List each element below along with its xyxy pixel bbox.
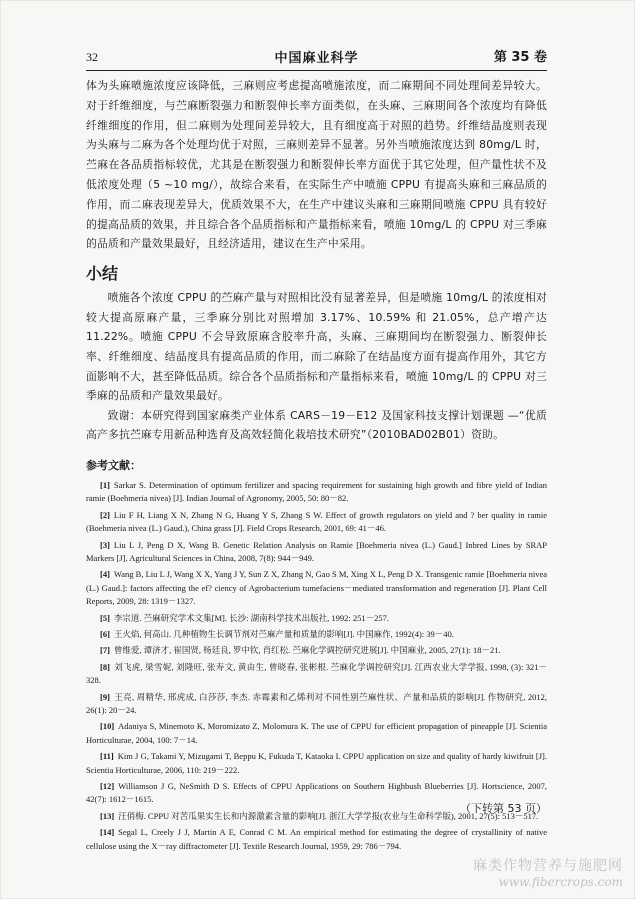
reference-number: [8] — [100, 661, 110, 672]
conclusion-heading: 小结 — [86, 264, 119, 284]
reference-number: [11] — [100, 751, 114, 762]
reference-list — [86, 479, 547, 853]
reference-number: [12] — [100, 781, 115, 792]
reference-number: [10] — [100, 721, 115, 732]
conclusion-paragraph: 喷施各个浓度 CPPU 的苎麻产量与对照相比没有显著差异，但是喷施 10mg/L 的浓度相对较大提高原麻产量，三季麻分别比对照增加 3.17%、10.59% 和 21.05%，总产增产达 11.22%。喷施 CPPU 不会导致原麻含胶率升高，头麻、三麻期间均在断裂强力、断裂伸长率、纤维细度、结晶度具有提高品质的作用，而二麻除了在结晶度方面有提高作用外，其它方面影响不大，甚至降低品质。综合各个品质指标和产量指标来看，喷施 10mg/L 的 CPPU 对三季麻的品质和产量效果最好。 — [86, 291, 547, 403]
reference-text: 刘飞虎, 梁雪妮, 刘隆旺, 张寿文, 黄由生, 曾晓春, 张彬根. 苎麻化学调控研究[J]. 江西农业大学学报, 1998, (3): 321－328. — [86, 661, 547, 686]
reference-text: 王亮, 周精华, 邢虎成, 白莎莎, 李杰. 赤霉素和乙烯利对不同性别苎麻性状、产量和品质的影响[J]. 作物研究, 2012, 26(1): 20－24. — [86, 691, 547, 716]
site-watermark — [473, 855, 623, 889]
reference-text: Liu L J, Peng D X, Wang B. Genetic Relation Analysis on Ramie [Boehmeria nivea (L.) Gaud.] Inbred Lines by SRAP Markers [J]. Agricultural Sciences in China, 2008, 7(8): 944－949. — [86, 539, 547, 563]
continuation-note: （下转第 53 页） — [460, 802, 547, 815]
reference-text: Segal L, Creely J J, Martin A E, Conrad C M. An empirical method for estimating the degree of crystallinity of native cellulose using the X－ray diffractometer [J]. Textile Research Journal, 1959, 29: 786－794. — [86, 827, 547, 851]
reference-number: [7] — [100, 645, 110, 656]
reference-item — [86, 644, 547, 657]
page-header — [86, 40, 547, 71]
references-heading: 参考文献： — [86, 458, 141, 472]
reference-number: [1] — [100, 479, 110, 490]
reference-item — [86, 826, 547, 853]
reference-number: [9] — [100, 691, 110, 702]
reference-item — [86, 568, 547, 608]
reference-item — [86, 720, 547, 747]
reference-item — [86, 750, 547, 777]
reference-item — [86, 661, 547, 688]
reference-item — [86, 628, 547, 641]
page-number: 32 — [86, 50, 98, 64]
reference-number: [13] — [100, 810, 115, 821]
volume-label: 第 35 卷 — [493, 50, 547, 65]
reference-text: 王火焰, 何高山. 几种植物生长调节剂对苎麻产量和质量的影响[J]. 中国麻作, 1992(4): 39－40. — [113, 628, 454, 639]
reference-text: 曾维爱, 谭济才, 崔国贤, 杨廷良, 罗中钦, 肖红松. 苎麻化学调控研究进展[J]. 中国麻业, 2005, 27(1): 18－21. — [113, 645, 501, 656]
reference-number: [4] — [100, 569, 110, 580]
reference-item — [86, 691, 547, 718]
watermark-chinese: 麻类作物营养与施肥网 — [473, 858, 623, 874]
reference-text: Kim J G, Takami Y, Mizugami T, Beppu K, Fukuda T, Kataoka I. CPPU application on size and quality of hardy kiwifruit [J]. Scientia Horticulturae, 2006, 110: 219－222. — [86, 751, 547, 775]
reference-text: Sarkar S. Determination of optimum fertilizer and spacing requirement for sustaining high growth and fibre yield of Indian ramie (Boehmeria nivea) [J]. Indian Journal of Agronomy, 2005, 50: 80－82. — [86, 479, 547, 504]
reference-item — [86, 479, 547, 506]
reference-item — [86, 509, 547, 536]
page-content — [86, 76, 547, 856]
reference-text: Adaniya S, Minemoto K, Moromizato Z, Molomura K. The use of CPPU for efficient propagation of pineapple [J]. Scientia Horticulturae, 2004, 100: 7－14. — [86, 721, 547, 745]
reference-item — [86, 612, 547, 625]
reference-text: 李宗道. 苎麻研究学术文集[M]. 长沙: 湖南科学技术出版社, 1992: 251－257. — [113, 612, 389, 623]
acknowledgement-paragraph: 致谢：本研究得到国家麻类产业体系 CARS－19－E12 及国家科技支撑计划课题 —“优质高产多抗苎麻专用新品种选育及高效轻简化栽培技术研究”（2010BAD02B01）资助。 — [86, 408, 547, 442]
reference-number: [3] — [100, 539, 110, 550]
conclusion-section — [86, 288, 547, 445]
reference-number: [2] — [100, 509, 110, 520]
reference-number: [14] — [100, 827, 115, 838]
journal-title: 中国麻业科学 — [274, 51, 359, 66]
reference-text: Liu F H, Liang X N, Zhang N G, Huang Y S, Zhang S W. Effect of growth regulators on yield and ? ber quality in ramie (Boehmeria nivea (L.) Gaud.), China grass [J]. Field Crops Research, 2001, 69: 41－46. — [86, 509, 547, 534]
reference-number: [5] — [100, 612, 110, 623]
reference-number: [6] — [100, 628, 110, 639]
discussion-paragraph: 体为头麻喷施浓度应该降低，三麻则应考虑提高喷施浓度，而二麻期间不同处理间差异较大。对于纤维细度，与苎麻断裂强力和断裂伸长率方面类似，在头麻、三麻期间各个浓度均有降低纤维细度的作用，但二麻则为处理间差异较大，且有细度高于对照的趋势。纤维结晶度则表现为头麻与二麻为各个处理均优于对照，三麻则差异不显著。另外当喷施浓度达到 80mg/L 时，苎麻在各品质指标较优，尤其是在断裂强力和断裂伸长率方面优于其它处理，但产量性状不及低浓度处理（5 ~10 mg/），故综合来看，在实际生产中喷施 CPPU 有提高头麻和三麻品质的作用，而二麻表现差异大，优质效果不大，在生产中建议头麻和三麻期间喷施 CPPU 具有较好的提高品质的效果，并且综合各个品质指标和产量指标来看，喷施 10mg/L 的 CPPU 对三季麻的品质和产量效果最好，且经济适用，建议在生产中采用。 — [86, 79, 547, 251]
watermark-url: www.fibercrops.com — [498, 875, 623, 889]
discussion-section — [86, 76, 547, 254]
reference-text: 汪俏梅. CPPU 对苦瓜果实生长和内源激素含量的影响[J]. 浙江大学学报(农业与生命科学版), 2001, 27(5): 513－517. — [118, 810, 539, 821]
reference-text: Williamson J G, NeSmith D S. Effects of CPPU Applications on Southern Highbush Blueberries [J]. Hortscience, 2007, 42(7): 1612－1615. — [86, 781, 547, 805]
reference-text: Wang B, Liu L J, Wang X X, Yang J Y, Sun Z X, Zhang N, Gao S M, Xing X L, Peng D X. Transgenic ramie [Boehmeria nivea (L.) Gaud.]: factors affecting the ef? ciency of Agrobacterium tumefaciens－mediated transformation and regeneration [J]. Plant Cell Reports, 2009, 28: 1319－1327. — [86, 569, 547, 607]
reference-item — [86, 539, 547, 566]
